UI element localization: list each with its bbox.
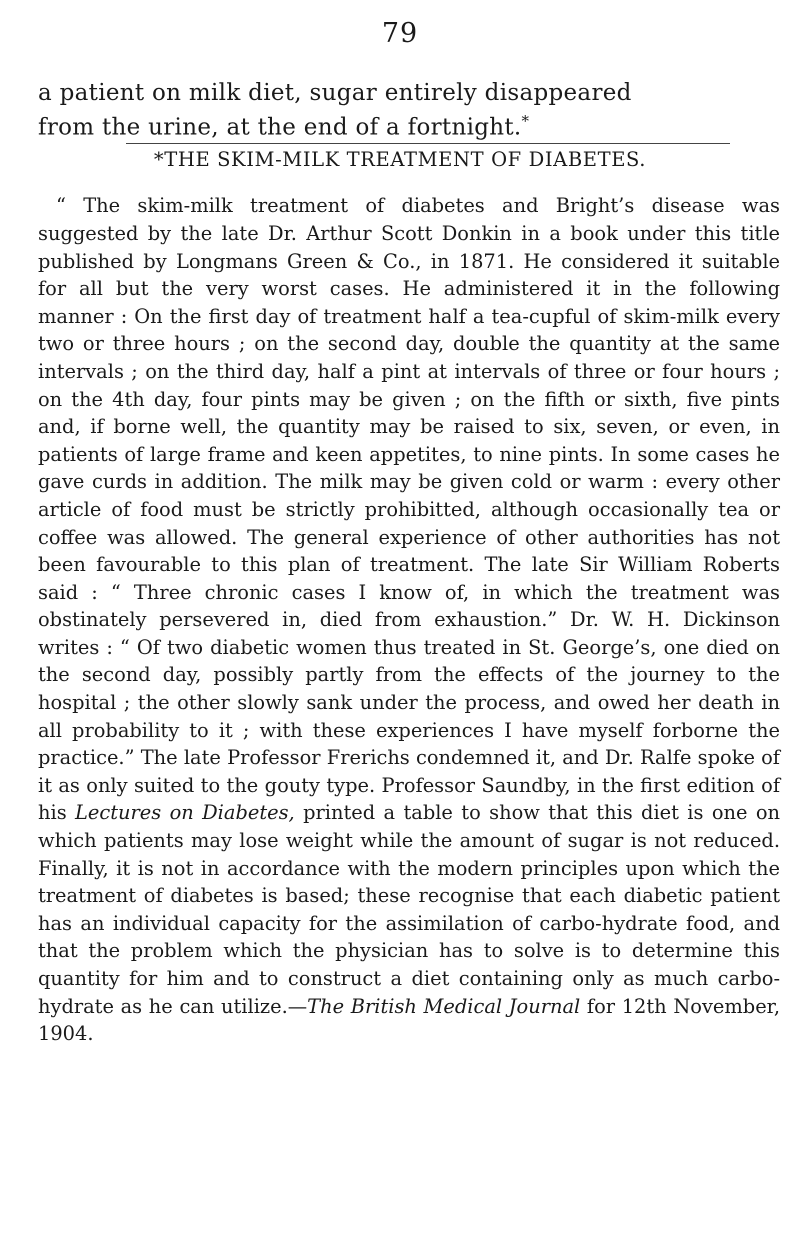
- footnote-divider: [126, 143, 730, 144]
- body-text-end: for 12th November, 1904.: [38, 994, 780, 1046]
- journal-title: The British Medical Journal: [307, 994, 581, 1018]
- lead-text-line-2-text: from the urine, at the end of a fortnight.: [38, 114, 522, 141]
- body-text-start: “ The skim-milk treatment of diabetes and Bright’s disease was suggested by the late Dr. Arthur Scott Donkin in a book under this title published by Longmans Green & Co., in 1871. He considered it suitable for all but the very worst cases. He administered it in the following manner : On the first day of treatment half a tea-cupful of skim-milk every two or three hours ; on the second day, double the quantity at the same intervals ; on the third day, half a pint at intervals of three or four hours ; on the 4th day, four pints may be given ; on the fifth or sixth, five pints and, if borne well, the quantity may be raised to six, seven, or even, in patients of large frame and keen appetites, to nine pints. In some cases he gave curds in addition. The milk may be given cold or warm : every other article of food must be strictly prohibitted, although occasionally tea or coffee was allowed. The general experience of other authorities has not been favourable to this plan of treatment. The late Sir William Roberts said : “ Three chronic cases I know of, in which the treatment was obstinately persevered in, died from exhaustion.” Dr. W. H. Dickinson writes : “ Of two diabetic women thus treated in St. George’s, one died on the second day, possibly partly from the effects of the journey to the hospital ; the other slowly sank under the process, and owed her death in all probability to it ; with these experiences I have myself forborne the practice.” The late Professor Frerichs condemned it, and Dr. Ralfe spoke of it as only suited to the gouty type. Professor Saundby, in the first edition of his: [38, 194, 780, 825]
- footnote-body: [38, 192, 780, 1047]
- lead-text-line-2: [38, 112, 778, 141]
- body-text-middle: printed a table to show that this diet is one on which patients may lose weight while the amount of sugar is not reduced. Finally, it is not in accordance with the modern principles upon which the treatment of diabetes is based; these recognise that each diabetic patient has an individual capacity for the assimilation of carbo-hydrate food, and that the problem which the physician has to solve is to determine this quantity for him and to construct a diet containing only as much carbo-hydrate as he can utilize.—: [38, 801, 780, 1018]
- footnote-mark: *: [521, 112, 530, 130]
- page-number: 79: [381, 18, 419, 49]
- section-heading: *THE SKIM-MILK TREATMENT OF DIABETES.: [153, 148, 647, 171]
- book-title: Lectures on Diabetes,: [75, 801, 295, 825]
- lead-text-line-1: a patient on milk diet, sugar entirely disappeared: [38, 80, 632, 106]
